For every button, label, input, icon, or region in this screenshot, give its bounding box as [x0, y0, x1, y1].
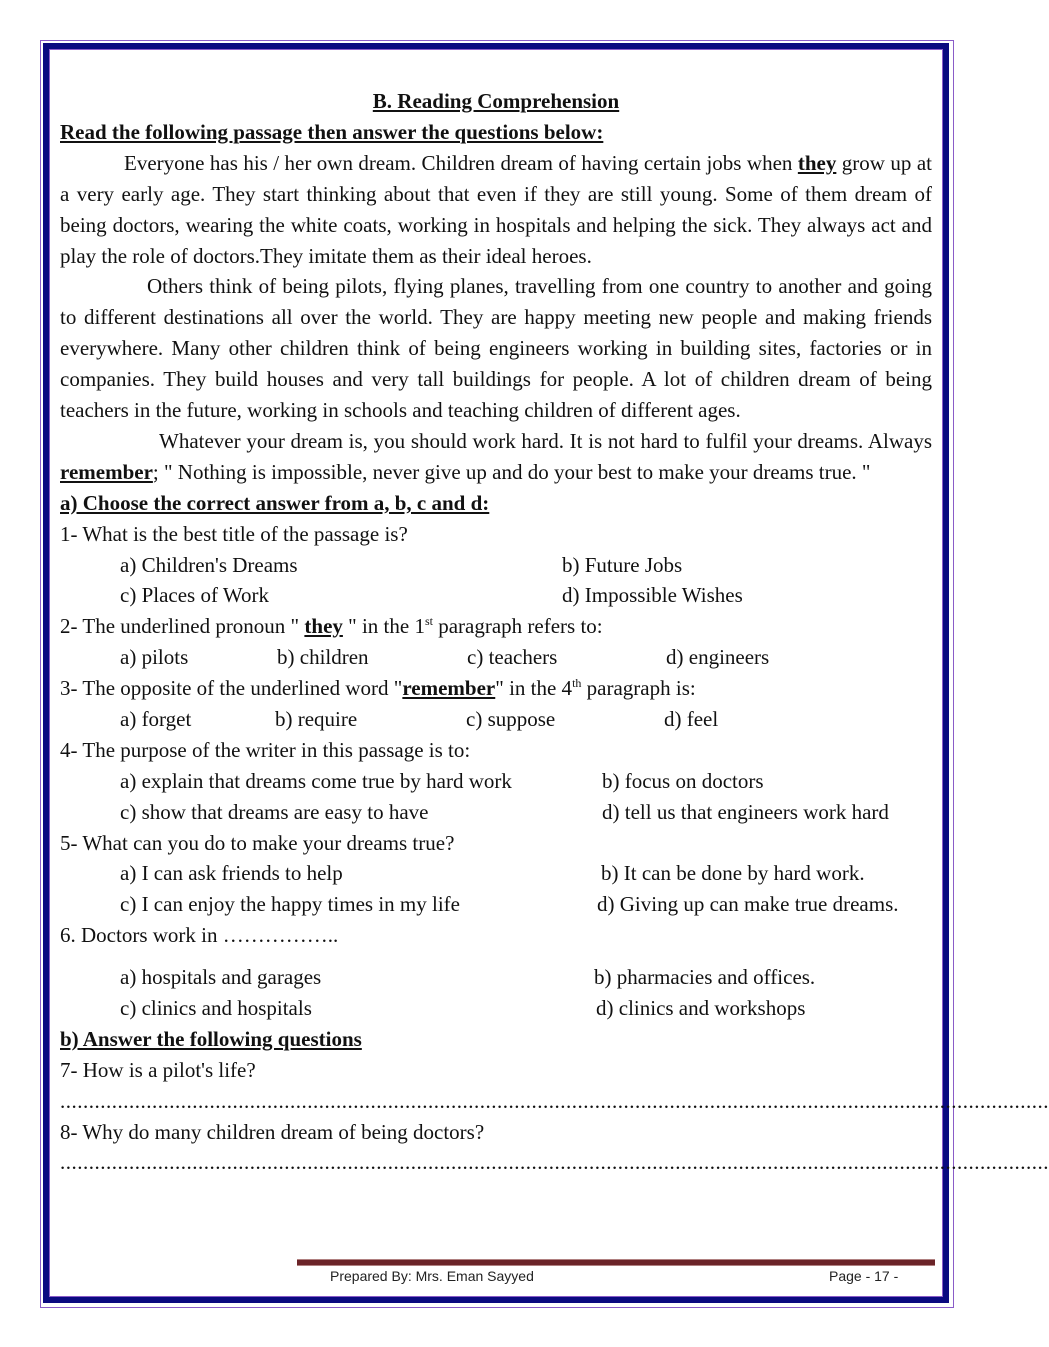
option[interactable]: a) pilots: [120, 645, 189, 670]
options-row: [60, 766, 932, 797]
options-row: [60, 642, 932, 673]
options-row: [60, 550, 932, 581]
question-5: 5- What can you do to make your dreams true?: [60, 830, 455, 855]
text: " in the 4: [495, 676, 573, 701]
section-title: B. Reading Comprehension: [372, 89, 620, 113]
text: Everyone has his / her own dream. Children dream of having certain jobs when: [124, 150, 798, 175]
footer-author: Prepared By: Mrs. Eman Sayyed: [330, 1268, 534, 1284]
options-row: [60, 797, 932, 828]
options-row: [60, 858, 932, 889]
option[interactable]: c) teachers: [467, 645, 558, 670]
question-3: [60, 673, 932, 704]
option[interactable]: c) clinics and hospitals: [120, 996, 312, 1020]
option[interactable]: a) I can ask friends to help: [120, 861, 343, 886]
answer-line-8[interactable]: ............................................................................................................................................................................: [60, 1150, 1049, 1175]
options-row: [60, 993, 932, 1024]
footer-page-number: Page - 17 -: [829, 1268, 899, 1284]
passage-paragraph-3: [60, 426, 932, 488]
text: paragraph is:: [581, 676, 696, 701]
option[interactable]: c) I can enjoy the happy times in my life: [120, 892, 460, 917]
option[interactable]: b) It can be done by hard work.: [601, 861, 865, 886]
superscript: st: [424, 614, 433, 629]
section-b-heading: b) Answer the following questions: [60, 1026, 362, 1051]
option[interactable]: b) focus on doctors: [602, 768, 764, 793]
passage-paragraph-2: Others think of being pilots, flying planes, travelling from one country to another and going to different destinations all over the world. They are happy meeting new people and making friends everywhere. Many other children think of being engineers working in building sites, factories or in companies. They build houses and very tall buildings for people. A lot of children dream of being teachers in the future, working in schools and teaching children of different ages.: [60, 274, 932, 423]
option[interactable]: c) suppose: [466, 706, 556, 731]
superscript: th: [572, 676, 582, 691]
underlined-word: remember: [402, 676, 496, 701]
question-8: 8- Why do many children dream of being doctors?: [60, 1119, 485, 1144]
text: paragraph refers to:: [432, 614, 603, 639]
footer-divider: [297, 1259, 935, 1266]
options-row: [60, 704, 932, 735]
option[interactable]: d) engineers: [666, 645, 770, 670]
text: 3- The opposite of the underlined word ": [60, 676, 403, 701]
option[interactable]: a) forget: [120, 706, 192, 731]
option[interactable]: a) Children's Dreams: [120, 552, 298, 577]
option[interactable]: c) show that dreams are easy to have: [120, 799, 429, 824]
answer-line-7[interactable]: ............................................................................................................................................................................: [60, 1088, 1049, 1113]
option[interactable]: d) clinics and workshops: [596, 996, 806, 1020]
text: ; " Nothing is impossible, never give up and do your best to make your dreams true. ": [152, 459, 871, 484]
text: " in the 1: [342, 614, 425, 639]
option[interactable]: b) require: [275, 706, 358, 731]
text: Whatever your dream is, you should work hard. It is not hard to fulfil your dreams. Always: [159, 428, 932, 453]
option[interactable]: b) Future Jobs: [562, 552, 683, 577]
options-row: [60, 580, 932, 611]
section-a-heading: a) Choose the correct answer from a, b, c and d:: [60, 490, 490, 515]
option[interactable]: a) explain that dreams come true by hard work: [120, 768, 512, 793]
option[interactable]: b) pharmacies and offices.: [594, 965, 816, 990]
underlined-they: they: [797, 150, 837, 175]
options-row: [60, 962, 932, 993]
text: grow up at a very early age. They start thinking about that even if they are still young. Some of them dream of being doctors, wearing the white coats, working in hospitals and helping the sick. They always act and play the role of doctors.They imitate them as their ideal heroes.: [60, 150, 932, 268]
option[interactable]: d) Giving up can make true dreams.: [597, 892, 899, 917]
passage-paragraph-1: [60, 148, 932, 272]
question-4: 4- The purpose of the writer in this passage is to:: [60, 737, 471, 762]
question-6: 6. Doctors work in ……………..: [60, 923, 339, 948]
option[interactable]: d) Impossible Wishes: [562, 583, 743, 608]
option[interactable]: a) hospitals and garages: [120, 965, 322, 990]
underlined-remember: remember: [60, 459, 153, 484]
question-2: [60, 611, 932, 642]
underlined-word: they: [304, 614, 343, 639]
option[interactable]: d) tell us that engineers work hard: [602, 799, 889, 824]
option[interactable]: d) feel: [664, 706, 719, 731]
worksheet: [60, 86, 1049, 1178]
options-row: [60, 889, 932, 920]
instruction: Read the following passage then answer the questions below:: [60, 119, 604, 144]
question-7: 7- How is a pilot's life?: [60, 1057, 256, 1082]
text: 2- The underlined pronoun ": [60, 614, 305, 639]
question-1: 1- What is the best title of the passage is?: [60, 521, 408, 546]
option[interactable]: c) Places of Work: [120, 583, 269, 608]
option[interactable]: b) children: [277, 645, 369, 670]
